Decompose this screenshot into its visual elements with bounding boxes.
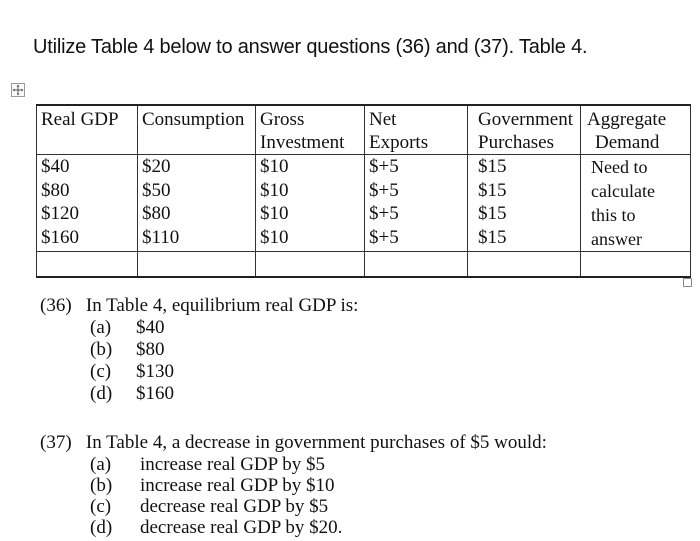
cell-real-gdp: $120 [37, 202, 138, 226]
question-37-option-d: (d) decrease real GDP by $20. [90, 517, 343, 538]
question-37-stem: (37) In Table 4, a decrease in government purchases of $5 would: [40, 432, 547, 453]
table-row [37, 155, 691, 179]
empty-cell [468, 252, 581, 278]
empty-cell [581, 252, 691, 278]
cell-net-exports: $+5 [365, 226, 468, 251]
cell-government: $15 [468, 202, 581, 226]
question-36-option-b: (b) $80 [90, 339, 165, 360]
cell-investment: $10 [256, 155, 365, 179]
question-36 [40, 295, 358, 405]
cell-net-exports: $+5 [365, 202, 468, 226]
cell-consumption: $50 [138, 179, 256, 203]
cell-net-exports: $+5 [365, 179, 468, 203]
table-header-row [37, 105, 691, 155]
cell-investment: $10 [256, 202, 365, 226]
empty-cell [37, 252, 138, 278]
question-36-option-c: (c) $130 [90, 361, 174, 382]
header-consumption: Consumption [138, 105, 256, 155]
cell-aggregate-note: Need to calculate this to answer [581, 155, 691, 252]
cell-investment: $10 [256, 179, 365, 203]
header-government-purchases: Government Purchases [468, 105, 581, 155]
empty-cell [256, 252, 365, 278]
cell-real-gdp: $40 [37, 155, 138, 179]
cell-net-exports: $+5 [365, 155, 468, 179]
header-gross-investment: Gross Investment [256, 105, 365, 155]
empty-cell [138, 252, 256, 278]
cell-real-gdp: $80 [37, 179, 138, 203]
cell-consumption: $110 [138, 226, 256, 251]
table-resize-handle-icon[interactable] [683, 278, 692, 287]
question-36-option-a: (a) $40 [90, 317, 165, 338]
question-37 [40, 432, 547, 538]
cell-government: $15 [468, 226, 581, 251]
question-37-option-c: (c) decrease real GDP by $5 [90, 496, 329, 517]
cell-real-gdp: $160 [37, 226, 138, 251]
cell-consumption: $20 [138, 155, 256, 179]
question-36-option-d: (d) $160 [90, 383, 174, 404]
question-37-option-b: (b) increase real GDP by $10 [90, 475, 335, 496]
table-4 [36, 104, 691, 278]
table-empty-row [37, 252, 691, 278]
table-move-handle-icon[interactable] [11, 83, 25, 97]
question-36-stem: (36) In Table 4, equilibrium real GDP is: [40, 295, 359, 316]
cell-government: $15 [468, 179, 581, 203]
cell-consumption: $80 [138, 202, 256, 226]
header-net-exports: Net Exports [365, 105, 468, 155]
question-37-option-a: (a) increase real GDP by $5 [90, 454, 326, 475]
header-aggregate-demand: Aggregate Demand [581, 105, 691, 155]
empty-cell [365, 252, 468, 278]
header-real-gdp: Real GDP [37, 105, 138, 155]
cell-government: $15 [468, 155, 581, 179]
cell-investment: $10 [256, 226, 365, 251]
instruction-text: Utilize Table 4 below to answer questions (36) and (37). Table 4. [33, 36, 588, 58]
